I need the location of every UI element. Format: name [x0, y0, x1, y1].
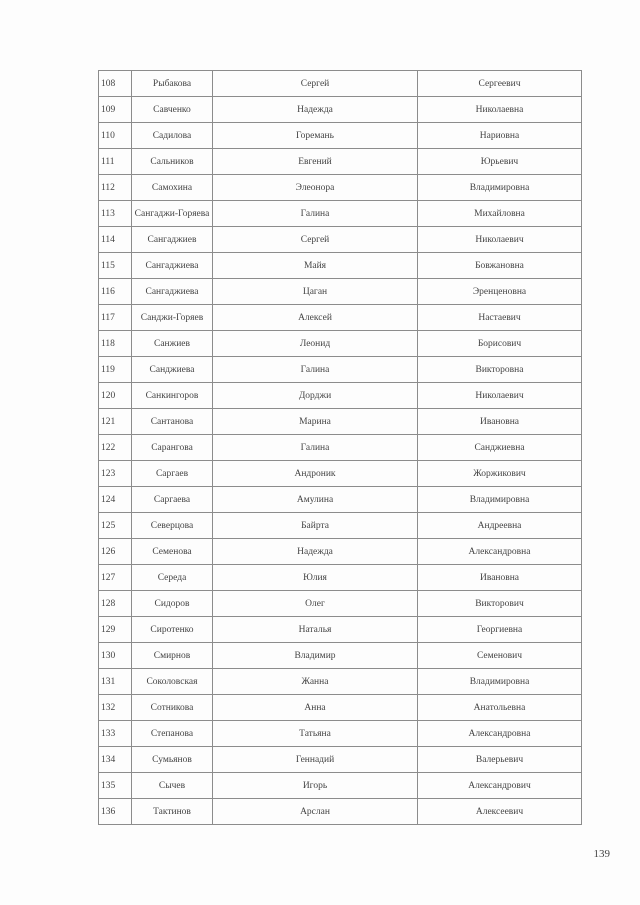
first-name-cell: Горемань — [213, 123, 418, 149]
row-number-cell: 134 — [99, 747, 132, 773]
last-name-cell: Соколовская — [132, 669, 213, 695]
last-name-cell: Рыбакова — [132, 71, 213, 97]
first-name-cell: Наталья — [213, 617, 418, 643]
first-name-cell: Майя — [213, 253, 418, 279]
table-row — [99, 747, 582, 773]
row-number-cell: 133 — [99, 721, 132, 747]
table-row — [99, 201, 582, 227]
table-row — [99, 487, 582, 513]
row-number-cell: 115 — [99, 253, 132, 279]
table-row — [99, 721, 582, 747]
last-name-cell: Середа — [132, 565, 213, 591]
patronymic-cell: Ивановна — [418, 409, 582, 435]
patronymic-cell: Алексеевич — [418, 799, 582, 825]
last-name-cell: Сальников — [132, 149, 213, 175]
patronymic-cell: Борисович — [418, 331, 582, 357]
table-row — [99, 669, 582, 695]
patronymic-cell: Владимировна — [418, 175, 582, 201]
table-row — [99, 799, 582, 825]
table-row — [99, 539, 582, 565]
table-row — [99, 331, 582, 357]
first-name-cell: Сергей — [213, 227, 418, 253]
first-name-cell: Галина — [213, 357, 418, 383]
patronymic-cell: Эренценовна — [418, 279, 582, 305]
last-name-cell: Савченко — [132, 97, 213, 123]
table-row — [99, 279, 582, 305]
row-number-cell: 110 — [99, 123, 132, 149]
last-name-cell: Сидоров — [132, 591, 213, 617]
first-name-cell: Галина — [213, 435, 418, 461]
row-number-cell: 131 — [99, 669, 132, 695]
table-row — [99, 409, 582, 435]
patronymic-cell: Александрович — [418, 773, 582, 799]
row-number-cell: 111 — [99, 149, 132, 175]
last-name-cell: Сиротенко — [132, 617, 213, 643]
first-name-cell: Олег — [213, 591, 418, 617]
row-number-cell: 135 — [99, 773, 132, 799]
row-number-cell: 123 — [99, 461, 132, 487]
table-row — [99, 643, 582, 669]
patronymic-cell: Владимировна — [418, 487, 582, 513]
patronymic-cell: Александровна — [418, 721, 582, 747]
table-row — [99, 695, 582, 721]
row-number-cell: 117 — [99, 305, 132, 331]
patronymic-cell: Михайловна — [418, 201, 582, 227]
first-name-cell: Жанна — [213, 669, 418, 695]
row-number-cell: 128 — [99, 591, 132, 617]
row-number-cell: 121 — [99, 409, 132, 435]
last-name-cell: Смирнов — [132, 643, 213, 669]
first-name-cell: Марина — [213, 409, 418, 435]
first-name-cell: Евгений — [213, 149, 418, 175]
last-name-cell: Сангаджиева — [132, 279, 213, 305]
patronymic-cell: Валерьевич — [418, 747, 582, 773]
row-number-cell: 129 — [99, 617, 132, 643]
row-number-cell: 127 — [99, 565, 132, 591]
last-name-cell: Сангаджи-Горяева — [132, 201, 213, 227]
row-number-cell: 130 — [99, 643, 132, 669]
last-name-cell: Тактинов — [132, 799, 213, 825]
row-number-cell: 120 — [99, 383, 132, 409]
row-number-cell: 113 — [99, 201, 132, 227]
row-number-cell: 118 — [99, 331, 132, 357]
first-name-cell: Игорь — [213, 773, 418, 799]
patronymic-cell: Санджиевна — [418, 435, 582, 461]
last-name-cell: Санджи-Горяев — [132, 305, 213, 331]
patronymic-cell: Викторович — [418, 591, 582, 617]
first-name-cell: Анна — [213, 695, 418, 721]
table-row — [99, 227, 582, 253]
patronymic-cell: Настаевич — [418, 305, 582, 331]
first-name-cell: Владимир — [213, 643, 418, 669]
first-name-cell: Андроник — [213, 461, 418, 487]
patronymic-cell: Нариовна — [418, 123, 582, 149]
patronymic-cell: Жоржикович — [418, 461, 582, 487]
first-name-cell: Сергей — [213, 71, 418, 97]
table-row — [99, 97, 582, 123]
last-name-cell: Сангаджиев — [132, 227, 213, 253]
table-row — [99, 71, 582, 97]
table-row — [99, 435, 582, 461]
table-row — [99, 357, 582, 383]
last-name-cell: Самохина — [132, 175, 213, 201]
patronymic-cell: Николаевна — [418, 97, 582, 123]
patronymic-cell: Анатольевна — [418, 695, 582, 721]
last-name-cell: Сотникова — [132, 695, 213, 721]
patronymic-cell: Бовжановна — [418, 253, 582, 279]
first-name-cell: Элеонора — [213, 175, 418, 201]
patronymic-cell: Владимировна — [418, 669, 582, 695]
row-number-cell: 114 — [99, 227, 132, 253]
last-name-cell: Сангаджиева — [132, 253, 213, 279]
last-name-cell: Садилова — [132, 123, 213, 149]
table-row — [99, 305, 582, 331]
row-number-cell: 108 — [99, 71, 132, 97]
patronymic-cell: Георгиевна — [418, 617, 582, 643]
table-row — [99, 175, 582, 201]
first-name-cell: Леонид — [213, 331, 418, 357]
row-number-cell: 136 — [99, 799, 132, 825]
page-number: 139 — [593, 848, 610, 860]
last-name-cell: Санджиева — [132, 357, 213, 383]
table-row — [99, 773, 582, 799]
table-row — [99, 461, 582, 487]
last-name-cell: Сарангова — [132, 435, 213, 461]
last-name-cell: Сумьянов — [132, 747, 213, 773]
patronymic-cell: Семенович — [418, 643, 582, 669]
first-name-cell: Дорджи — [213, 383, 418, 409]
last-name-cell: Степанова — [132, 721, 213, 747]
first-name-cell: Байрта — [213, 513, 418, 539]
patronymic-cell: Юрьевич — [418, 149, 582, 175]
last-name-cell: Саргаев — [132, 461, 213, 487]
first-name-cell: Цаган — [213, 279, 418, 305]
patronymic-cell: Андреевна — [418, 513, 582, 539]
first-name-cell: Татьяна — [213, 721, 418, 747]
last-name-cell: Северцова — [132, 513, 213, 539]
patronymic-cell: Александровна — [418, 539, 582, 565]
patronymic-cell: Николаевич — [418, 383, 582, 409]
last-name-cell: Сычев — [132, 773, 213, 799]
row-number-cell: 124 — [99, 487, 132, 513]
table-row — [99, 565, 582, 591]
roster-table — [98, 70, 582, 825]
patronymic-cell: Николаевич — [418, 227, 582, 253]
table-row — [99, 513, 582, 539]
table-row — [99, 253, 582, 279]
first-name-cell: Геннадий — [213, 747, 418, 773]
last-name-cell: Семенова — [132, 539, 213, 565]
table-row — [99, 149, 582, 175]
first-name-cell: Юлия — [213, 565, 418, 591]
table-row — [99, 591, 582, 617]
row-number-cell: 112 — [99, 175, 132, 201]
roster-table-body — [99, 71, 582, 825]
first-name-cell: Арслан — [213, 799, 418, 825]
row-number-cell: 116 — [99, 279, 132, 305]
table-row — [99, 617, 582, 643]
last-name-cell: Санжиев — [132, 331, 213, 357]
first-name-cell: Амулина — [213, 487, 418, 513]
first-name-cell: Галина — [213, 201, 418, 227]
first-name-cell: Надежда — [213, 97, 418, 123]
row-number-cell: 122 — [99, 435, 132, 461]
last-name-cell: Саргаева — [132, 487, 213, 513]
row-number-cell: 109 — [99, 97, 132, 123]
patronymic-cell: Сергеевич — [418, 71, 582, 97]
table-row — [99, 383, 582, 409]
first-name-cell: Алексей — [213, 305, 418, 331]
row-number-cell: 132 — [99, 695, 132, 721]
row-number-cell: 125 — [99, 513, 132, 539]
patronymic-cell: Викторовна — [418, 357, 582, 383]
patronymic-cell: Ивановна — [418, 565, 582, 591]
first-name-cell: Надежда — [213, 539, 418, 565]
row-number-cell: 119 — [99, 357, 132, 383]
last-name-cell: Санкингоров — [132, 383, 213, 409]
last-name-cell: Сантанова — [132, 409, 213, 435]
table-row — [99, 123, 582, 149]
row-number-cell: 126 — [99, 539, 132, 565]
